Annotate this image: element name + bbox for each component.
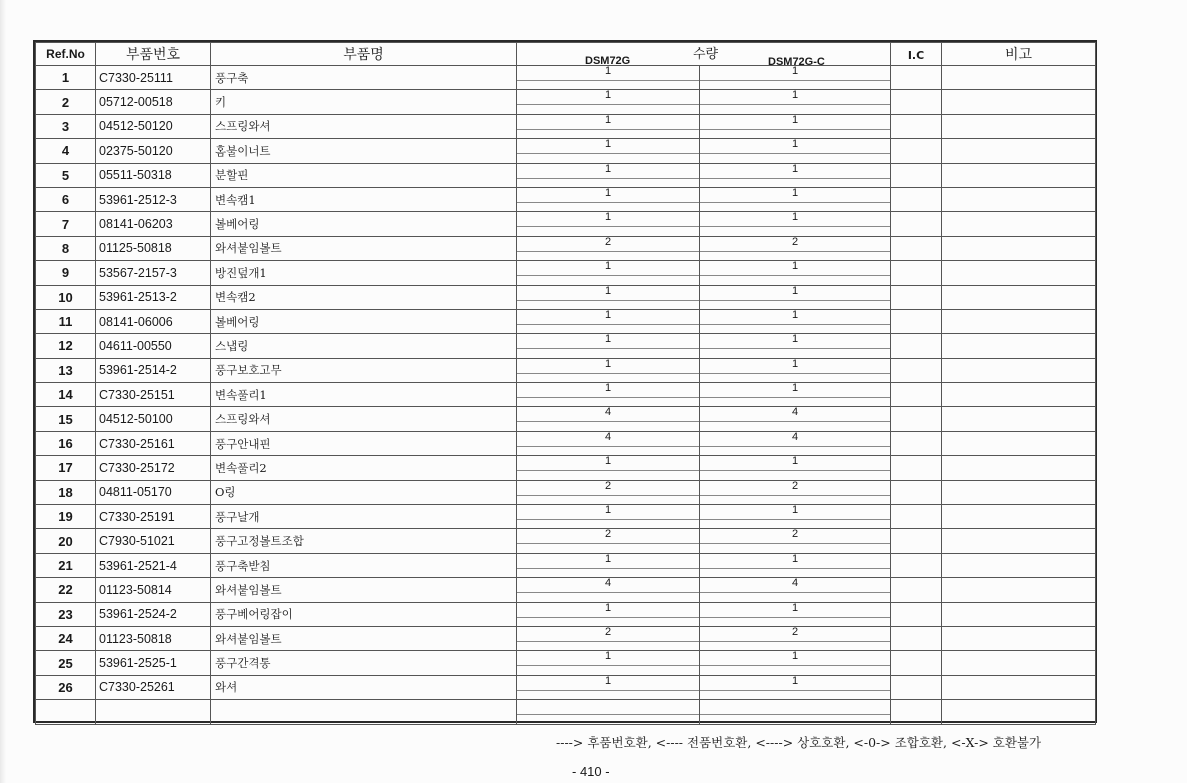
- part-name-cell: 풍구날개: [211, 505, 517, 529]
- part-number-cell: 05712-00518: [96, 90, 211, 114]
- qty-dsm72g-cell: [517, 431, 700, 455]
- part-name-cell: 풍구베어링잡이: [211, 602, 517, 626]
- part-name-cell: 스프링와셔: [211, 114, 517, 138]
- table-row: [36, 285, 1096, 309]
- table-row: [36, 651, 1096, 675]
- part-name-cell: 볼베어링: [211, 212, 517, 236]
- part-number-cell: 08141-06203: [96, 212, 211, 236]
- qty-dsm72g-cell: [517, 334, 700, 358]
- ic-cell: [891, 602, 942, 626]
- qty-dsm72g-c-cell: [700, 261, 891, 285]
- ref-no-cell: 1: [36, 66, 96, 90]
- remarks-cell: [942, 187, 1096, 211]
- qty-dsm72g-c-cell: [700, 700, 891, 725]
- part-number-cell: C7930-51021: [96, 529, 211, 553]
- header-ic: I.C: [891, 43, 942, 66]
- part-name-cell: 와셔: [211, 675, 517, 699]
- qty-dsm72g-cell: [517, 212, 700, 236]
- qty-dsm72g-c-cell: [700, 675, 891, 699]
- qty-dsm72g-c-cell: [700, 505, 891, 529]
- part-number-cell: 01123-50818: [96, 626, 211, 650]
- ref-no-cell: 22: [36, 578, 96, 602]
- quantity-value: 1: [791, 284, 799, 297]
- header-part-name: 부품명: [211, 43, 517, 66]
- quantity-value: 2: [791, 235, 799, 248]
- header-remarks: 비고: [942, 43, 1096, 66]
- remarks-cell: [942, 626, 1096, 650]
- part-name-cell: 와셔붙임볼트: [211, 578, 517, 602]
- qty-dsm72g-cell: [517, 90, 700, 114]
- remarks-cell: [942, 456, 1096, 480]
- ic-cell: [891, 505, 942, 529]
- table-row: [36, 114, 1096, 138]
- ic-cell: [891, 578, 942, 602]
- remarks-cell: [942, 578, 1096, 602]
- quantity-value: 2: [791, 479, 799, 492]
- qty-dsm72g-cell: [517, 187, 700, 211]
- part-number-cell: 04611-00550: [96, 334, 211, 358]
- part-name-cell: 분할핀: [211, 163, 517, 187]
- qty-dsm72g-cell: [517, 236, 700, 260]
- quantity-value: 1: [791, 186, 799, 199]
- ref-no-cell: 12: [36, 334, 96, 358]
- qty-dsm72g-cell: [517, 309, 700, 333]
- quantity-value: 1: [604, 504, 612, 517]
- ref-no-cell: 14: [36, 383, 96, 407]
- qty-dsm72g-c-cell: [700, 90, 891, 114]
- quantity-value: 4: [604, 430, 612, 443]
- quantity-value: 1: [604, 674, 612, 687]
- part-number-cell: C7330-25191: [96, 505, 211, 529]
- qty-dsm72g-cell: [517, 505, 700, 529]
- quantity-value: 1: [791, 138, 799, 151]
- ref-no-cell: 4: [36, 139, 96, 163]
- qty-dsm72g-cell: [517, 407, 700, 431]
- ref-no-cell: 10: [36, 285, 96, 309]
- part-name-cell: 변속캠2: [211, 285, 517, 309]
- part-name-cell: 풍구간격통: [211, 651, 517, 675]
- part-name-cell: 방진덮개1: [211, 261, 517, 285]
- ref-no-cell: [36, 700, 96, 725]
- remarks-cell: [942, 675, 1096, 699]
- table-row: [36, 163, 1096, 187]
- quantity-value: 2: [791, 528, 799, 541]
- quantity-value: 1: [791, 89, 799, 102]
- part-name-cell: O링: [211, 480, 517, 504]
- ref-no-cell: 15: [36, 407, 96, 431]
- qty-dsm72g-cell: [517, 358, 700, 382]
- ref-no-cell: 2: [36, 90, 96, 114]
- qty-dsm72g-c-cell: [700, 358, 891, 382]
- quantity-value: 1: [604, 382, 612, 395]
- quantity-value: 1: [791, 260, 799, 273]
- ref-no-cell: 11: [36, 309, 96, 333]
- part-name-cell: 변속풀리2: [211, 456, 517, 480]
- ic-cell: [891, 139, 942, 163]
- quantity-value: 1: [604, 601, 612, 614]
- part-name-cell: 변속풀리1: [211, 383, 517, 407]
- ic-cell: [891, 480, 942, 504]
- part-name-cell: 풍구보호고무: [211, 358, 517, 382]
- part-number-cell: 04512-50120: [96, 114, 211, 138]
- header-part-number: 부품번호: [96, 43, 211, 66]
- remarks-cell: [942, 163, 1096, 187]
- part-number-cell: 08141-06006: [96, 309, 211, 333]
- table-row: [36, 675, 1096, 699]
- qty-dsm72g-c-cell: [700, 626, 891, 650]
- quantity-value: 2: [604, 528, 612, 541]
- ic-cell: [891, 285, 942, 309]
- qty-dsm72g-cell: [517, 285, 700, 309]
- qty-dsm72g-cell: [517, 114, 700, 138]
- remarks-cell: [942, 553, 1096, 577]
- part-number-cell: 05511-50318: [96, 163, 211, 187]
- quantity-value: 1: [604, 162, 612, 175]
- qty-dsm72g-c-cell: [700, 163, 891, 187]
- table-row: [36, 480, 1096, 504]
- table-row: [36, 383, 1096, 407]
- part-number-cell: 53961-2521-4: [96, 553, 211, 577]
- table-row: [36, 261, 1096, 285]
- table-row: [36, 90, 1096, 114]
- part-name-cell: 볼베어링: [211, 309, 517, 333]
- parts-list-sheet: [33, 40, 1097, 723]
- qty-dsm72g-c-cell: [700, 578, 891, 602]
- part-number-cell: 53961-2512-3: [96, 187, 211, 211]
- quantity-value: 2: [791, 625, 799, 638]
- qty-dsm72g-cell: [517, 553, 700, 577]
- table-header: [36, 43, 1096, 66]
- quantity-value: 4: [604, 577, 612, 590]
- quantity-value: 1: [791, 504, 799, 517]
- remarks-cell: [942, 480, 1096, 504]
- quantity-value: 1: [791, 674, 799, 687]
- remarks-cell: [942, 358, 1096, 382]
- ic-cell: [891, 651, 942, 675]
- page-number: - 410 -: [572, 764, 610, 779]
- parts-table: [35, 42, 1096, 725]
- remarks-cell: [942, 212, 1096, 236]
- ref-no-cell: 20: [36, 529, 96, 553]
- part-number-cell: C7330-25161: [96, 431, 211, 455]
- empty-row: [36, 700, 1096, 725]
- ref-no-cell: 16: [36, 431, 96, 455]
- ic-cell: [891, 431, 942, 455]
- part-number-cell: C7330-25172: [96, 456, 211, 480]
- qty-dsm72g-c-cell: [700, 383, 891, 407]
- ref-no-cell: 21: [36, 553, 96, 577]
- remarks-cell: [942, 309, 1096, 333]
- qty-dsm72g-c-cell: [700, 651, 891, 675]
- table-row: [36, 553, 1096, 577]
- ic-cell: [891, 309, 942, 333]
- ic-cell: [891, 114, 942, 138]
- quantity-value: 1: [604, 138, 612, 151]
- ref-no-cell: 3: [36, 114, 96, 138]
- remarks-cell: [942, 139, 1096, 163]
- quantity-value: 1: [791, 333, 799, 346]
- qty-dsm72g-cell: [517, 480, 700, 504]
- qty-dsm72g-c-cell: [700, 456, 891, 480]
- scan-edge-shadow: [0, 0, 6, 783]
- quantity-value: 1: [604, 333, 612, 346]
- quantity-value: 2: [604, 625, 612, 638]
- ic-cell: [891, 212, 942, 236]
- qty-dsm72g-cell: [517, 602, 700, 626]
- qty-dsm72g-c-cell: [700, 187, 891, 211]
- header-model-dsm72g-c: DSM72G-C: [768, 56, 825, 68]
- ref-no-cell: 9: [36, 261, 96, 285]
- part-number-cell: 53961-2524-2: [96, 602, 211, 626]
- header-quantity-label: 수량: [693, 47, 719, 62]
- quantity-value: 1: [791, 113, 799, 126]
- table-body: [36, 66, 1096, 725]
- quantity-value: 1: [791, 382, 799, 395]
- remarks-cell: [942, 261, 1096, 285]
- qty-dsm72g-c-cell: [700, 431, 891, 455]
- ic-cell: [891, 700, 942, 725]
- remarks-cell: [942, 334, 1096, 358]
- qty-dsm72g-cell: [517, 529, 700, 553]
- part-number-cell: 53961-2514-2: [96, 358, 211, 382]
- qty-dsm72g-c-cell: [700, 309, 891, 333]
- qty-dsm72g-c-cell: [700, 139, 891, 163]
- table-row: [36, 626, 1096, 650]
- table-row: [36, 505, 1096, 529]
- remarks-cell: [942, 651, 1096, 675]
- qty-dsm72g-c-cell: [700, 114, 891, 138]
- part-name-cell: 와셔붙임볼트: [211, 236, 517, 260]
- remarks-cell: [942, 236, 1096, 260]
- part-number-cell: 04811-05170: [96, 480, 211, 504]
- remarks-cell: [942, 505, 1096, 529]
- qty-dsm72g-cell: [517, 139, 700, 163]
- ref-no-cell: 26: [36, 675, 96, 699]
- header-ref-no: Ref.No: [36, 43, 96, 66]
- qty-dsm72g-cell: [517, 383, 700, 407]
- remarks-cell: [942, 114, 1096, 138]
- remarks-cell: [942, 700, 1096, 725]
- table-row: [36, 407, 1096, 431]
- part-number-cell: 01123-50814: [96, 578, 211, 602]
- ic-cell: [891, 626, 942, 650]
- qty-dsm72g-c-cell: [700, 236, 891, 260]
- table-row: [36, 431, 1096, 455]
- ref-no-cell: 6: [36, 187, 96, 211]
- part-name-cell: 스프링와셔: [211, 407, 517, 431]
- ic-cell: [891, 553, 942, 577]
- header-model-dsm72g: DSM72G: [585, 55, 631, 67]
- ic-cell: [891, 456, 942, 480]
- qty-dsm72g-cell: [517, 163, 700, 187]
- ref-no-cell: 25: [36, 651, 96, 675]
- ic-cell: [891, 66, 942, 90]
- ref-no-cell: 24: [36, 626, 96, 650]
- ic-cell: [891, 675, 942, 699]
- quantity-value: 1: [791, 211, 799, 224]
- quantity-value: 1: [791, 650, 799, 663]
- ic-cell: [891, 163, 942, 187]
- qty-dsm72g-cell: [517, 66, 700, 90]
- quantity-value: 4: [604, 406, 612, 419]
- qty-dsm72g-c-cell: [700, 212, 891, 236]
- ic-cell: [891, 187, 942, 211]
- quantity-value: 1: [604, 552, 612, 565]
- quantity-value: 1: [604, 650, 612, 663]
- table-row: [36, 139, 1096, 163]
- quantity-value: 1: [604, 113, 612, 126]
- ic-cell: [891, 383, 942, 407]
- ic-cell: [891, 334, 942, 358]
- quantity-value: 1: [604, 260, 612, 273]
- ic-cell: [891, 90, 942, 114]
- ref-no-cell: 17: [36, 456, 96, 480]
- qty-dsm72g-cell: [517, 578, 700, 602]
- ic-cell: [891, 261, 942, 285]
- part-number-cell: C7330-25111: [96, 66, 211, 90]
- quantity-value: 1: [604, 89, 612, 102]
- remarks-cell: [942, 383, 1096, 407]
- quantity-value: 4: [791, 406, 799, 419]
- part-number-cell: C7330-25261: [96, 675, 211, 699]
- qty-dsm72g-cell: [517, 675, 700, 699]
- ref-no-cell: 13: [36, 358, 96, 382]
- part-name-cell: 스냅링: [211, 334, 517, 358]
- quantity-value: 1: [604, 357, 612, 370]
- table-row: [36, 578, 1096, 602]
- quantity-value: 1: [604, 308, 612, 321]
- remarks-cell: [942, 602, 1096, 626]
- part-name-cell: [211, 700, 517, 725]
- part-number-cell: 53961-2513-2: [96, 285, 211, 309]
- qty-dsm72g-c-cell: [700, 66, 891, 90]
- table-row: [36, 334, 1096, 358]
- quantity-value: 1: [791, 357, 799, 370]
- ic-cell: [891, 407, 942, 431]
- part-name-cell: 변속캠1: [211, 187, 517, 211]
- quantity-value: 1: [604, 455, 612, 468]
- qty-dsm72g-c-cell: [700, 480, 891, 504]
- qty-dsm72g-cell: [517, 651, 700, 675]
- quantity-value: 4: [791, 430, 799, 443]
- part-name-cell: 풍구축: [211, 66, 517, 90]
- table-row: [36, 66, 1096, 90]
- ref-no-cell: 18: [36, 480, 96, 504]
- qty-dsm72g-cell: [517, 261, 700, 285]
- table-row: [36, 456, 1096, 480]
- interchangeability-legend: ----> 후품번호환, <---- 전품번호환, <----> 상호호환, <-0-> 조합호환, <-X-> 호환불가: [556, 735, 1042, 750]
- part-name-cell: 홈불이너트: [211, 139, 517, 163]
- part-number-cell: 53567-2157-3: [96, 261, 211, 285]
- ref-no-cell: 5: [36, 163, 96, 187]
- remarks-cell: [942, 66, 1096, 90]
- part-number-cell: 53961-2525-1: [96, 651, 211, 675]
- table-row: [36, 358, 1096, 382]
- qty-dsm72g-c-cell: [700, 407, 891, 431]
- qty-dsm72g-c-cell: [700, 529, 891, 553]
- quantity-value: 1: [791, 455, 799, 468]
- table-row: [36, 529, 1096, 553]
- ref-no-cell: 23: [36, 602, 96, 626]
- quantity-value: 1: [604, 186, 612, 199]
- quantity-value: 1: [791, 552, 799, 565]
- qty-dsm72g-c-cell: [700, 602, 891, 626]
- table-row: [36, 187, 1096, 211]
- quantity-value: 1: [791, 162, 799, 175]
- remarks-cell: [942, 285, 1096, 309]
- quantity-value: 2: [604, 235, 612, 248]
- table-row: [36, 236, 1096, 260]
- qty-dsm72g-cell: [517, 700, 700, 725]
- part-number-cell: [96, 700, 211, 725]
- qty-dsm72g-c-cell: [700, 334, 891, 358]
- ref-no-cell: 19: [36, 505, 96, 529]
- remarks-cell: [942, 407, 1096, 431]
- quantity-value: 1: [791, 65, 799, 77]
- table-row: [36, 212, 1096, 236]
- quantity-value: 1: [791, 601, 799, 614]
- quantity-value: 1: [604, 284, 612, 297]
- part-name-cell: 풍구축받침: [211, 553, 517, 577]
- quantity-value: 4: [791, 577, 799, 590]
- quantity-value: 1: [791, 308, 799, 321]
- qty-dsm72g-c-cell: [700, 285, 891, 309]
- qty-dsm72g-cell: [517, 626, 700, 650]
- ic-cell: [891, 358, 942, 382]
- quantity-value: 1: [604, 211, 612, 224]
- part-number-cell: 01125-50818: [96, 236, 211, 260]
- part-name-cell: 와셔붙임볼트: [211, 626, 517, 650]
- quantity-value: 2: [604, 479, 612, 492]
- ref-no-cell: 8: [36, 236, 96, 260]
- header-quantity: [517, 43, 891, 66]
- part-number-cell: C7330-25151: [96, 383, 211, 407]
- quantity-value: 1: [604, 65, 612, 77]
- part-name-cell: 풍구고정볼트조합: [211, 529, 517, 553]
- part-name-cell: 키: [211, 90, 517, 114]
- part-number-cell: 02375-50120: [96, 139, 211, 163]
- ref-no-cell: 7: [36, 212, 96, 236]
- remarks-cell: [942, 431, 1096, 455]
- ic-cell: [891, 529, 942, 553]
- qty-dsm72g-c-cell: [700, 553, 891, 577]
- part-number-cell: 04512-50100: [96, 407, 211, 431]
- remarks-cell: [942, 529, 1096, 553]
- remarks-cell: [942, 90, 1096, 114]
- table-row: [36, 602, 1096, 626]
- qty-dsm72g-cell: [517, 456, 700, 480]
- table-row: [36, 309, 1096, 333]
- part-name-cell: 풍구안내핀: [211, 431, 517, 455]
- ic-cell: [891, 236, 942, 260]
